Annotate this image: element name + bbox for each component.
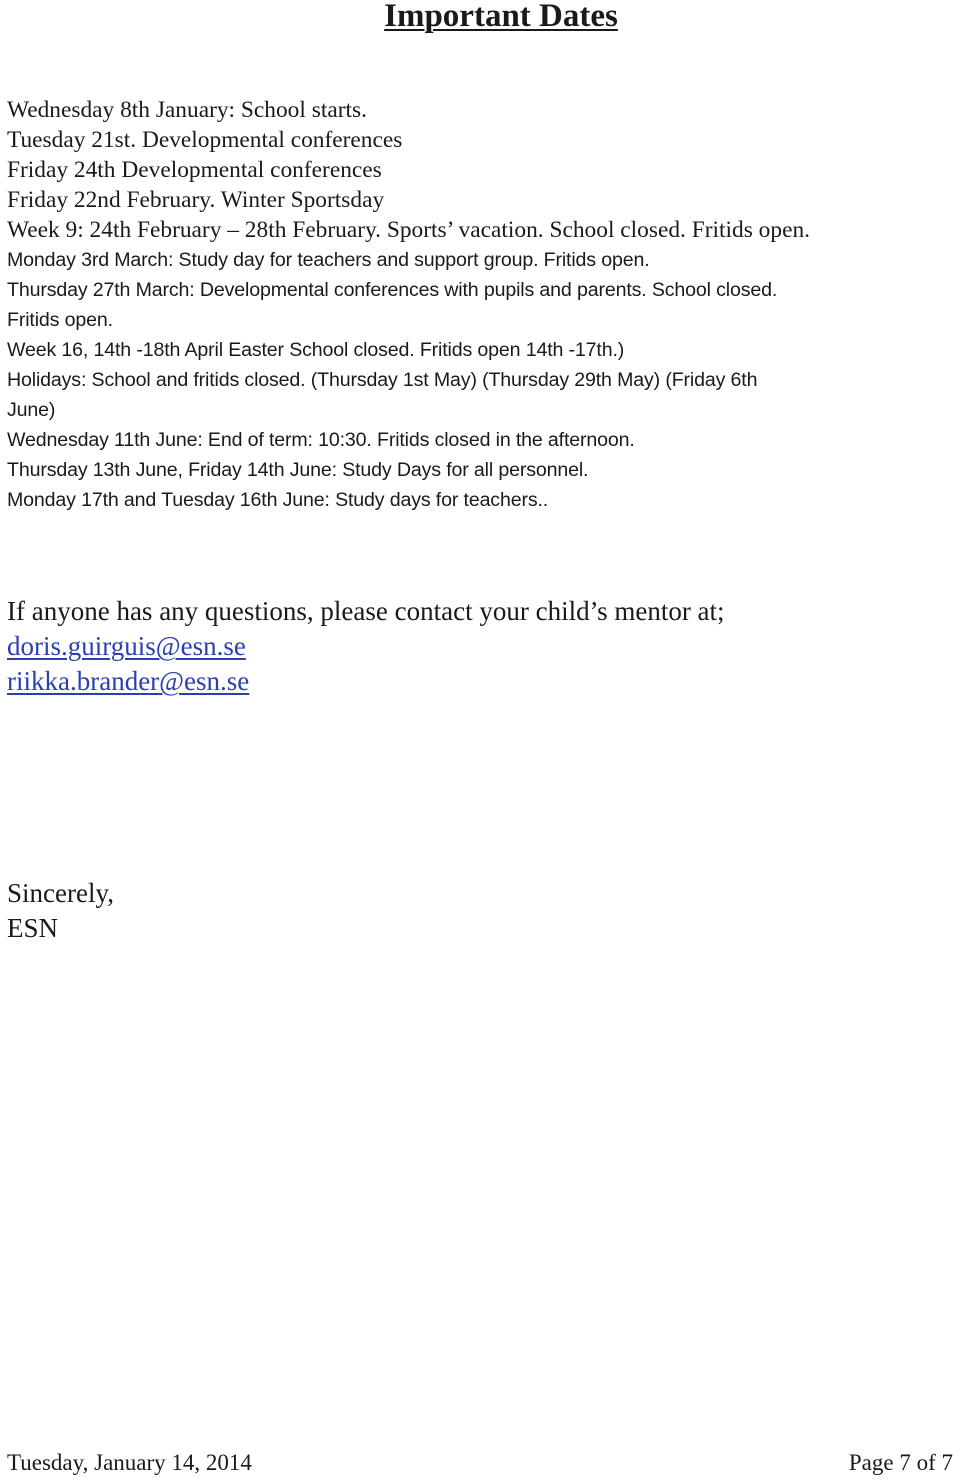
date-item: Wednesday 8th January: School starts. bbox=[7, 97, 367, 123]
important-dates-list bbox=[7, 95, 957, 515]
date-item: Tuesday 21st. Developmental conferences bbox=[7, 127, 403, 153]
footer-date: Tuesday, January 14, 2014 bbox=[7, 1450, 252, 1475]
signoff bbox=[7, 876, 114, 946]
date-item: Thursday 27th March: Developmental conferences with pupils and parents. School closed. bbox=[7, 279, 778, 301]
contact-section bbox=[7, 594, 957, 699]
date-item: Wednesday 11th June: End of term: 10:30. Fritids closed in the afternoon. bbox=[7, 429, 635, 451]
date-item: Week 9: 24th February – 28th February. Sports’ vacation. School closed. Fritids open. bbox=[7, 217, 811, 243]
contact-intro: If anyone has any questions, please contact your child’s mentor at; bbox=[7, 596, 725, 626]
email-link-doris[interactable]: doris.guirguis@esn.se bbox=[7, 631, 246, 661]
date-item: June) bbox=[7, 399, 56, 421]
page-number: Page 7 of 7 bbox=[848, 1450, 953, 1475]
email-link-riikka[interactable]: riikka.brander@esn.se bbox=[7, 666, 250, 696]
date-item: Fritids open. bbox=[7, 309, 113, 331]
date-item: Friday 22nd February. Winter Sportsday bbox=[7, 187, 385, 213]
date-item: Thursday 13th June, Friday 14th June: Study Days for all personnel. bbox=[7, 459, 589, 481]
sender-name: ESN bbox=[7, 913, 59, 943]
page-title: Important Dates bbox=[384, 0, 618, 34]
closing-text: Sincerely, bbox=[7, 878, 114, 908]
date-item: Week 16, 14th -18th April Easter School closed. Fritids open 14th -17th.) bbox=[7, 339, 625, 361]
date-item: Holidays: School and fritids closed. (Thursday 1st May) (Thursday 29th May) (Friday 6th bbox=[7, 369, 758, 391]
date-item: Monday 17th and Tuesday 16th June: Study days for teachers.. bbox=[7, 489, 549, 511]
date-item: Monday 3rd March: Study day for teachers and support group. Fritids open. bbox=[7, 249, 650, 271]
date-item: Friday 24th Developmental conferences bbox=[7, 157, 382, 183]
